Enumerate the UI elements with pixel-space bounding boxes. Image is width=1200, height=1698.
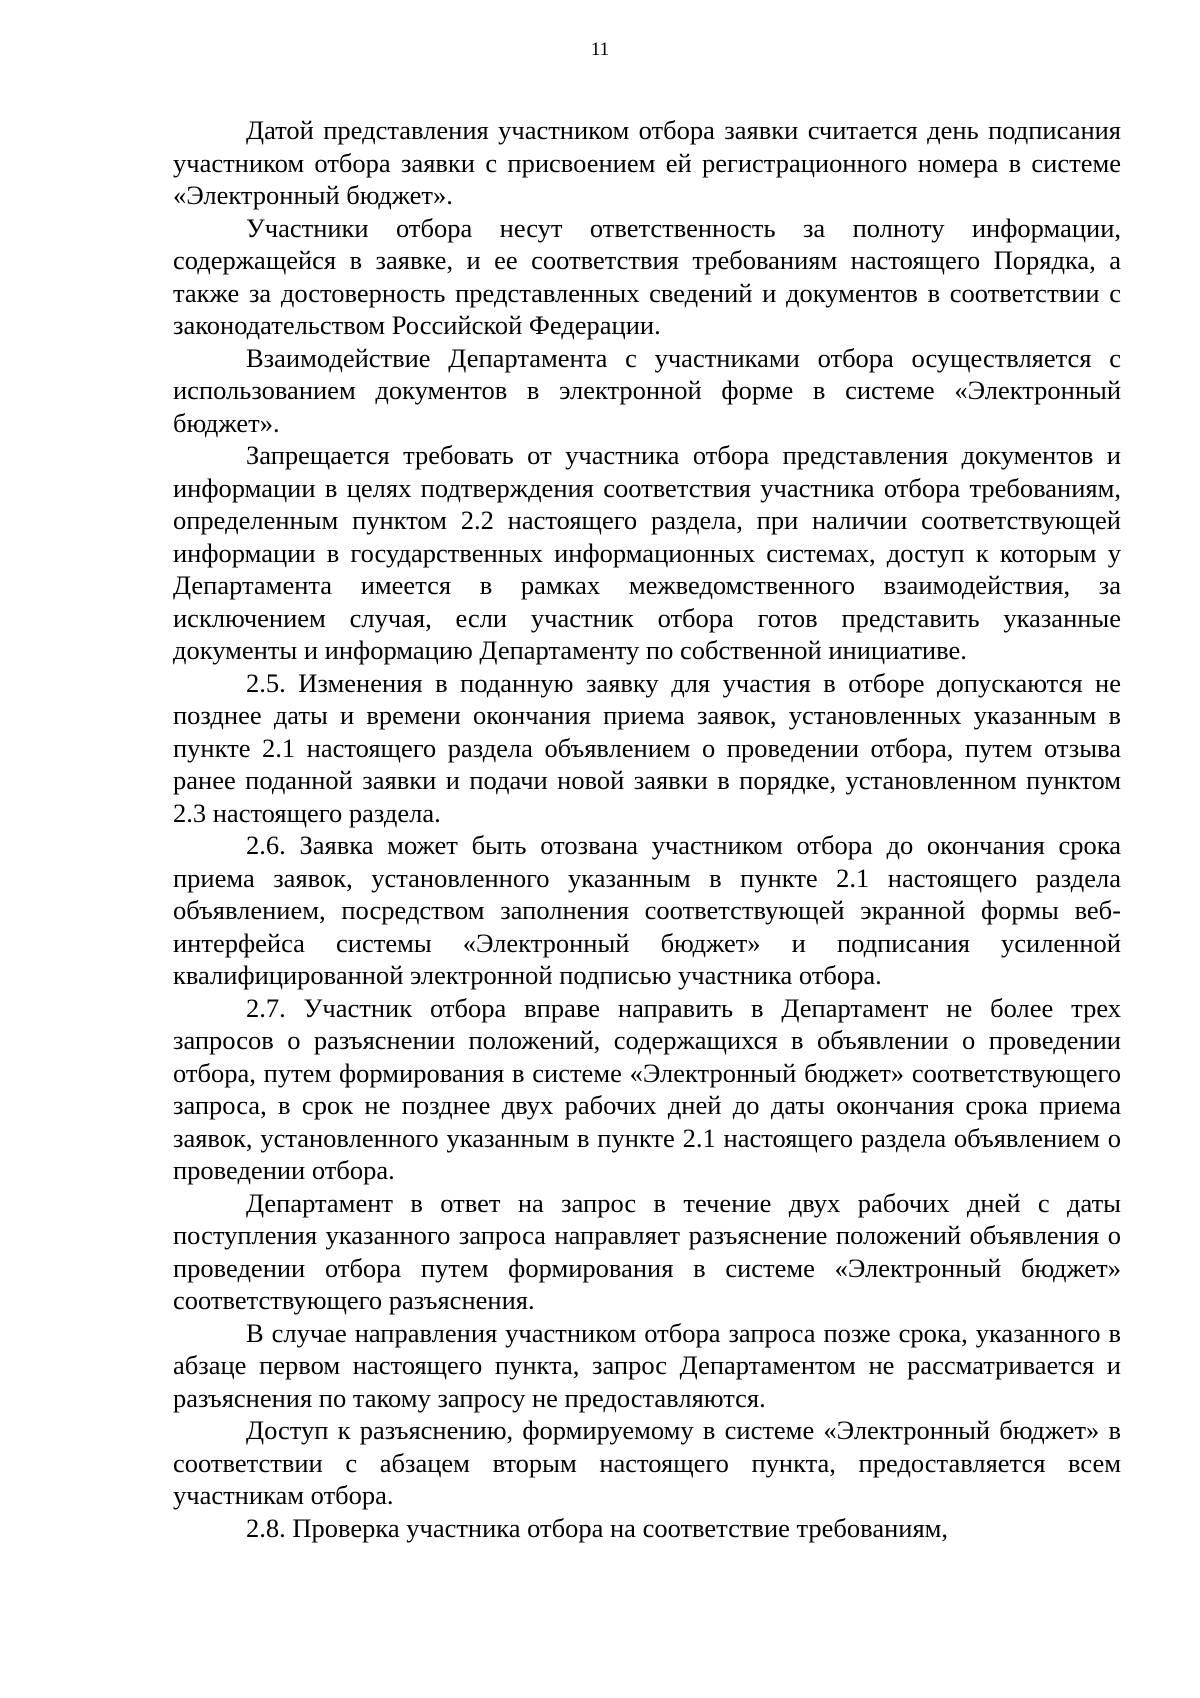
paragraph-late-request: В случае направления участником отбора запроса позже срока, указанного в абзаце первом настоящего пункта, запрос Департаментом не рассматривается и разъяснения по такому запросу не предоставляются.: [173, 1317, 1121, 1413]
paragraph-submission-date: Датой представления участником отбора заявки считается день подписания участником отбора заявки с присвоением ей регистрационного номера в системе «Электронный бюджет».: [173, 115, 1121, 210]
paragraph-clause-2-5: 2.5. Изменения в поданную заявку для участия в отборе допускаются не позднее даты и времени окончания приема заявок, установленных указанным в пункте 2.1 настоящего раздела объявлением о проведении отбора, путем отзыва ранее поданной заявки и подачи новой заявки в порядке, установленном пунктом 2.3 настоящего раздела.: [173, 667, 1121, 828]
page-number: 11: [590, 39, 610, 60]
document-body: [173, 114, 1121, 1544]
paragraph-clause-2-7: 2.7. Участник отбора вправе направить в Департамент не более трех запросов о разъяснении положений, содержащихся в объявлении о проведении отбора, путем формирования в системе «Электронный бюджет» соответствующего запроса, в срок не позднее двух рабочих дней до даты окончания срока приема заявок, установленного указанным в пункте 2.1 настоящего раздела объявлением о проведении отбора.: [173, 992, 1121, 1185]
paragraph-document-requirement-prohibition: Запрещается требовать от участника отбора представления документов и информации в целях подтверждения соответствия участника отбора требованиям, определенным пунктом 2.2 настоящего раздела, при наличии соответствующей информации в государственных информационных системах, доступ к которым у Департамента имеется в рамках межведомственного взаимодействия, за исключением случая, если участник отбора готов представить указанные документы и информацию Департаменту по собственной инициативе.: [173, 440, 1121, 665]
paragraph-clause-2-8: 2.8. Проверка участника отбора на соответствие требованиям,: [246, 1512, 949, 1543]
paragraph-clause-2-6: 2.6. Заявка может быть отозвана участником отбора до окончания срока приема заявок, установленного указанным в пункте 2.1 настоящего раздела объявлением, посредством заполнения соответствующей экранной формы веб-интерфейса системы «Электронный бюджет» и подписания усиленной квалифицированной электронной подписью участника отбора.: [173, 830, 1121, 990]
paragraph-clarification-access: Доступ к разъяснению, формируемому в системе «Электронный бюджет» в соответствии с абзацем вторым настоящего пункта, предоставляется всем участникам отбора.: [173, 1415, 1121, 1510]
paragraph-participant-responsibility: Участники отбора несут ответственность за полноту информации, содержащейся в заявке, и ее соответствия требованиям настоящего Порядка, а также за достоверность представленных сведений и документов в соответствии с законодательством Российской Федерации.: [173, 212, 1121, 340]
paragraph-department-response: Департамент в ответ на запрос в течение двух рабочих дней с даты поступления указанного запроса направляет разъяснение положений объявления о проведении отбора путем формирования в системе «Электронный бюджет» соответствующего разъяснения.: [173, 1187, 1121, 1315]
paragraph-electronic-interaction: Взаимодействие Департамента с участниками отбора осуществляется с использованием документов в электронной форме в системе «Электронный бюджет».: [173, 342, 1121, 438]
